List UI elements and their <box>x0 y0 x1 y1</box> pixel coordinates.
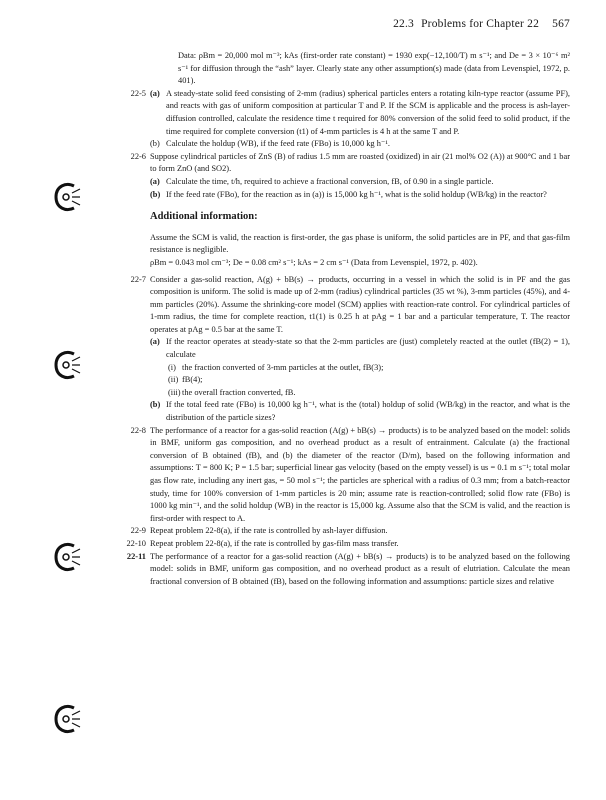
problem-text: Repeat problem 22-8(a), if the rate is controlled by ash-layer diffusion. <box>150 526 388 536</box>
problem-number: 22-9 <box>130 526 146 536</box>
problem-part <box>150 176 570 189</box>
problem-part <box>150 138 570 151</box>
cd-icon <box>52 702 82 736</box>
part-text: Calculate the holdup (WB), if the feed rate (FBo) is 10,000 kg h⁻¹. <box>166 139 390 149</box>
subpart-label: (i) <box>168 362 176 372</box>
part-text: A steady-state solid feed consisting of 2-mm (radius) spherical particles enters a rotating kiln-type reactor (assume PF), and reacts with gas of uniform composition at particular T and P. If the SCM is applicable and the process is ash-layer-diffusion controlled, calculate the residence time t required for 80% conversion of the solid feed to solid product, if the time required for complete conversion (t1) of 4-mm particles is 4 h at the same T and P. <box>166 88 570 136</box>
section-number: 22.3 <box>393 18 414 30</box>
problem-22-10 <box>126 538 570 551</box>
problem-text: Repeat problem 22-8(a), if the rate is controlled by gas-film mass transfer. <box>150 538 399 548</box>
cd-icon <box>52 348 82 382</box>
problem-text: The performance of a reactor for a gas-solid reaction (A(g) + bB(s) → products) is to be analyzed based on the following model: solids in BMF, uniform gas composition, and no overhead product as a result of elutriation. Calculate the mean fractional conversion of B obtained (fB), based on the following information and assumptions: particle sizes and relative <box>150 551 570 586</box>
cd-icon <box>52 540 82 574</box>
problem-number: 22-6 <box>130 151 146 161</box>
problem-subpart <box>150 387 570 400</box>
problem-part <box>150 336 570 361</box>
subpart-text: the fraction converted of 3-mm particles at the outlet, fB(3); <box>182 362 384 372</box>
problem-22-8 <box>130 425 570 526</box>
additional-info-data: ρBm = 0.043 mol cm⁻³; De = 0.08 cm² s⁻¹; kAs = 2 cm s⁻¹ (Data from Levenspiel, 1972, p. 402). <box>150 257 478 267</box>
problem-subpart <box>150 362 570 375</box>
part-label: (a) <box>150 88 160 98</box>
problem-22-6 <box>130 151 570 201</box>
problem-number: 22-10 <box>126 538 146 548</box>
running-header <box>389 18 570 30</box>
page-body <box>126 50 570 588</box>
problem-text: The performance of a reactor for a gas-solid reaction (A(g) + bB(s) → products) is to be analyzed based on the model: solids in BMF, uniform gas composition, and no overhead product as a result of entrainment. Calculate (a) the fractional conversion of B obtained (fB), and (b) the diameter of the reactor (D/m), based on the following information and assumptions: T = 800 K; P = 1.5 bar; superficial linear gas velocity (based on the empty vessel) is us = 0.1 m s⁻¹; total molar gas flow rate, including any inert gas, = 50 mol s⁻¹; the particles are spherical with a radius of 0.3 mm; from a batch-reactor study, time for 100% conversion of 1-mm particles is 20 min; assume rate is reaction-controlled; solid flow rate (FBo) is 1000 kg min⁻¹, and the solid holdup (WB) in the reactor is 15,000 kg. Assume also that the SCM is valid, and the reaction is first-order with respect to A. <box>150 425 570 523</box>
page-number: 567 <box>552 18 570 30</box>
part-label: (a) <box>150 176 160 186</box>
subpart-text: fB(4); <box>182 375 203 385</box>
subpart-label: (iii) <box>168 387 181 397</box>
part-text: Calculate the time, t/h, required to achieve a fractional conversion, fB, of 0.90 in a single particle. <box>166 176 494 186</box>
problem-22-11 <box>126 551 570 589</box>
problem-part <box>150 399 570 424</box>
problem-part <box>150 88 570 138</box>
subpart-label: (ii) <box>168 375 179 385</box>
problem-number: 22-7 <box>130 274 146 284</box>
problem-22-9 <box>130 525 570 538</box>
part-label: (b) <box>150 400 161 410</box>
problem-subpart <box>150 374 570 387</box>
additional-info-heading: Additional information: <box>150 211 258 223</box>
data-paragraph: Data: ρBm = 20,000 mol m⁻³; kAs (first-order rate constant) = 1930 exp(−12,100/T) m s⁻¹; and De = 3 × 10⁻⁶ m² s⁻¹ for diffusion through the “ash” layer. Clearly state any other assumption(s) made (data from Levenspiel, 1972, p. 401). <box>178 51 570 86</box>
additional-info-text: Assume the SCM is valid, the reaction is first-order, the gas phase is uniform, the solid particles are in PF, and that gas-film resistance is negligible. <box>150 232 570 255</box>
chapter-title: Problems for Chapter 22 <box>421 18 540 30</box>
problem-number: 22-5 <box>130 88 146 98</box>
problem-number: 22-8 <box>130 425 146 435</box>
part-label: (b) <box>150 189 161 199</box>
part-text: If the reactor operates at steady-state so that the 2-mm particles are (just) completely reacted at the outlet (fB(2) = 1), calculate <box>166 337 570 360</box>
part-text: If the feed rate (FBo), for the reaction as in (a)) is 15,000 kg h⁻¹, what is the solid holdup (WB/kg) in the reactor? <box>166 189 547 199</box>
problem-22-5 <box>130 88 570 151</box>
problem-text: Suppose cylindrical particles of ZnS (B) of radius 1.5 mm are roasted (oxidized) in air (21 mol% O2 (A)) at 900°C and 1 bar to form ZnO (and SO2). <box>150 151 570 174</box>
problem-22-7 <box>130 274 570 425</box>
cd-icon <box>52 180 82 214</box>
part-text: If the total feed rate (FBo) is 10,000 kg h⁻¹, what is the (total) holdup of solid (WB/kg) in the reactor, and what is the distribution of the particle sizes? <box>166 400 570 423</box>
part-label: (b) <box>150 139 160 149</box>
part-label: (a) <box>150 337 160 347</box>
problem-text: Consider a gas-solid reaction, A(g) + bB(s) → products, occurring in a vessel in which the solid is in PF and the gas composition is uniform. The solid is made up of 2-mm (radius) cylindrical particles (35 wt %), 3-mm particles (45%), and 4-mm particles (20%). Assume the shrinking-core model (SCM) applies with reaction-rate control. For cylindrical particles of 1-mm radius, the time for complete reaction, t1(1) is 0.25 h at pAg = 1 bar and a particular temperature, T. The reactor operates at pAg = 0.5 bar at the same T. <box>150 274 570 334</box>
problem-number: 22-11 <box>126 551 146 561</box>
subpart-text: the overall fraction converted, fB. <box>182 387 296 397</box>
problem-part <box>150 189 570 202</box>
